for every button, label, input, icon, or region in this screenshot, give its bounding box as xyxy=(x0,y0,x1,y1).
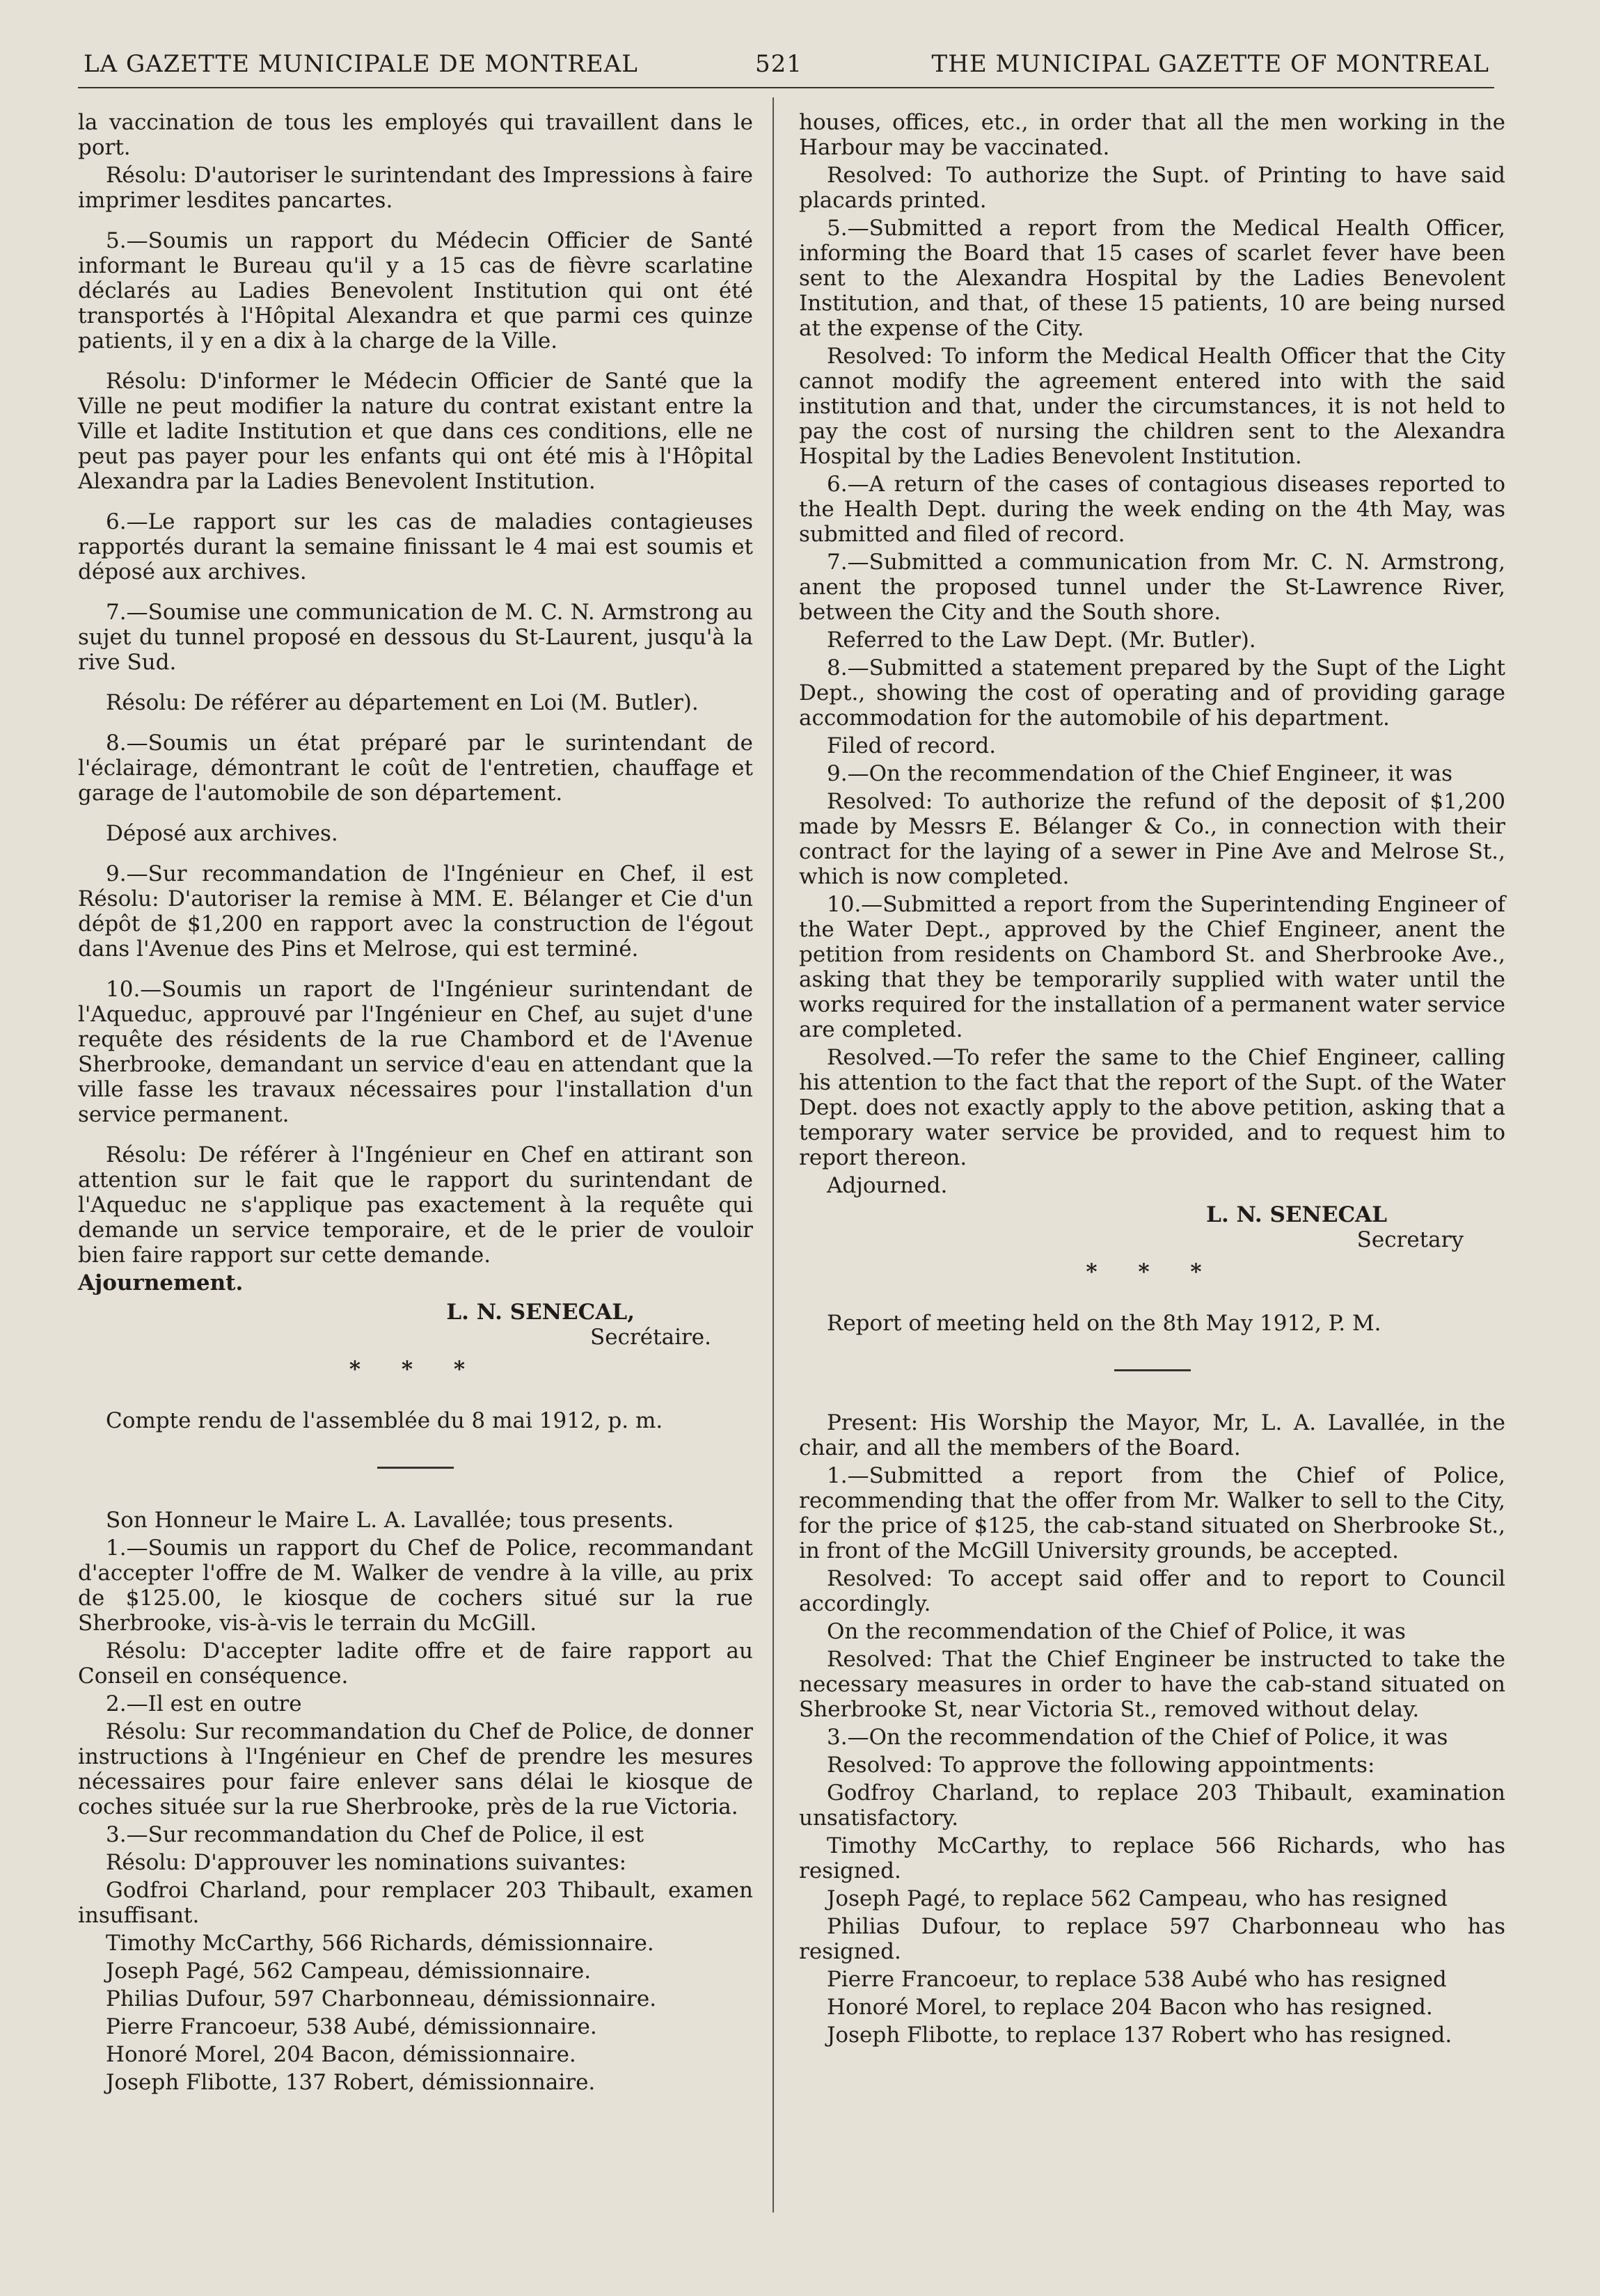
column-divider xyxy=(773,97,774,2213)
en-appointment: Joseph Flibotte, to replace 137 Robert who has resigned. xyxy=(827,2023,1452,2048)
fr-paragraph: Résolu: De référer à l'Ingénieur en Chef en attirant son attention sur le fait que le rapport du surintendant de l'Aqueduc ne s'applique pas exactement à la requête qui demande un service temporaire, et de le prier de vouloir bien faire rapport sur cette demande. xyxy=(78,1142,753,1268)
fr-paragraph: Résolu: De référer au département en Loi (M. Butler). xyxy=(106,690,699,715)
en-paragraph: On the recommendation of the Chief of Police, it was xyxy=(827,1619,1406,1644)
en-meeting-heading: Report of meeting held on the 8th May 1912, P. M. xyxy=(827,1311,1381,1336)
en-paragraph: Present: His Worship the Mayor, Mr, L. A. Lavallée, in the chair, and all the members of the Board. xyxy=(799,1410,1505,1460)
en-signature-title: Secretary xyxy=(1356,1227,1464,1252)
fr-appointment: Timothy McCarthy, 566 Richards, démissionnaire. xyxy=(106,1931,654,1956)
en-paragraph: 3.—On the recommendation of the Chief of Police, it was xyxy=(827,1725,1448,1750)
fr-paragraph: Résolu: Sur recommandation du Chef de Police, de donner instructions à l'Ingénieur en Chef de prendre les mesures nécessaires pour faire enlever sans délai le kiosque de coches située sur la rue Sherbrooke, près de la rue Victoria. xyxy=(78,1719,753,1819)
en-appointment: Timothy McCarthy, to replace 566 Richards, who has resigned. xyxy=(799,1833,1505,1883)
fr-signature-title: Secrétaire. xyxy=(590,1325,711,1350)
en-signature: L. N. SENECAL xyxy=(1206,1202,1387,1227)
en-paragraph: Resolved: To authorize the Supt. of Printing to have said placards printed. xyxy=(799,163,1505,213)
french-column xyxy=(78,110,753,2098)
fr-paragraph: 7.—Soumise une communication de M. C. N. Armstrong au sujet du tunnel proposé en dessous du St-Laurent, jusqu'à la rive Sud. xyxy=(78,600,753,675)
fr-appointment: Joseph Pagé, 562 Campeau, démissionnaire. xyxy=(106,1959,592,1984)
fr-paragraph: la vaccination de tous les employés qui travaillent dans le port. xyxy=(78,110,753,160)
fr-appointment: Honoré Morel, 204 Bacon, démissionnaire. xyxy=(106,2042,576,2067)
fr-paragraph: Résolu: D'autoriser le surintendant des Impressions à faire imprimer lesdites pancartes. xyxy=(78,163,753,213)
english-column xyxy=(799,110,1505,2050)
en-separator-stars: * * * xyxy=(1086,1259,1219,1284)
en-paragraph: 7.—Submitted a communication from Mr. C. N. Armstrong, anent the proposed tunnel under the St-Lawrence River, between the City and the South shore. xyxy=(799,550,1505,625)
en-paragraph: 9.—On the recommendation of the Chief Engineer, it was xyxy=(827,761,1453,786)
header-french-title: LA GAZETTE MUNICIPALE DE MONTREAL xyxy=(84,50,638,78)
fr-adjournment: Ajournement. xyxy=(78,1270,244,1296)
fr-short-rule xyxy=(377,1467,454,1469)
page-header xyxy=(84,50,1489,85)
en-paragraph: 8.—Submitted a statement prepared by the Supt of the Light Dept., showing the cost of operating and of providing garage accommodation for the automobile of his department. xyxy=(799,655,1505,731)
fr-separator-stars: * * * xyxy=(349,1357,482,1382)
en-paragraph: Resolved: To accept said offer and to report to Council accordingly. xyxy=(799,1566,1505,1616)
fr-paragraph: 10.—Soumis un raport de l'Ingénieur surintendant de l'Aqueduc, approuvé par l'Ingénieur en Chef, au sujet d'une requête des résidents de la rue Chambord et de l'Avenue Sherbrooke, demandant un service d'eau en attendant que la ville fasse les travaux nécessaires pour l'installation d'un service permanent. xyxy=(78,977,753,1127)
en-appointment: Joseph Pagé, to replace 562 Campeau, who has resigned xyxy=(827,1886,1448,1911)
fr-paragraph: 6.—Le rapport sur les cas de maladies contagieuses rapportés durant la semaine finissant le 4 mai est soumis et déposé aux archives. xyxy=(78,509,753,584)
fr-appointment: Godfroi Charland, pour remplacer 203 Thibault, examen insuffisant. xyxy=(78,1878,753,1928)
en-paragraph: Resolved.—To refer the same to the Chief Engineer, calling his attention to the fact that the report of the Supt. of the Water Dept. does not exactly apply to the above petition, asking that a temporary water service be provided, and to request him to report thereon. xyxy=(799,1045,1505,1170)
fr-paragraph: 3.—Sur recommandation du Chef de Police, il est xyxy=(106,1822,644,1847)
en-paragraph: Referred to the Law Dept. (Mr. Butler). xyxy=(827,628,1256,653)
fr-paragraph: 8.—Soumis un état préparé par le surintendant de l'éclairage, démontrant le coût de l'entretien, chauffage et garage de l'automobile de son département. xyxy=(78,731,753,806)
fr-appointment: Pierre Francoeur, 538 Aubé, démissionnaire. xyxy=(106,2014,597,2039)
fr-paragraph: Son Honneur le Maire L. A. Lavallée; tous presents. xyxy=(106,1508,674,1533)
en-paragraph: Resolved: To approve the following appointments: xyxy=(827,1753,1375,1778)
header-rule xyxy=(78,87,1494,88)
en-paragraph: 5.—Submitted a report from the Medical Health Officer, informing the Board that 15 cases of scarlet fever have been sent to the Alexandra Hospital by the Ladies Benevolent Institution, and that, of these 15 patients, 10 are being nursed at the expense of the City. xyxy=(799,216,1505,341)
fr-paragraph: Déposé aux archives. xyxy=(106,821,338,846)
page-number: 521 xyxy=(755,50,802,78)
fr-appointment: Philias Dufour, 597 Charbonneau, démissionnaire. xyxy=(106,1986,657,2011)
fr-paragraph: 1.—Soumis un rapport du Chef de Police, recommandant d'accepter l'offre de M. Walker de vendre à la ville, au prix de $125.00, le kiosque de cochers situé sur la rue Sherbrooke, vis-à-vis le terrain du McGill. xyxy=(78,1536,753,1636)
en-paragraph: 10.—Submitted a report from the Superintending Engineer of the Water Dept., approved by the Chief Engineer, anent the petition from residents on Chambord St. and Sherbrooke Ave., asking that they be temporarily supplied with water until the works required for the installation of a permanent water service are completed. xyxy=(799,892,1505,1042)
fr-paragraph: Résolu: D'informer le Médecin Officier de Santé que la Ville ne peut modifier la nature du contrat existant entre la Ville et ladite Institution et que dans ces conditions, elle ne peut pas payer pour les enfants qui ont été mis à l'Hôpital Alexandra par la Ladies Benevolent Institution. xyxy=(78,369,753,494)
header-english-title: THE MUNICIPAL GAZETTE OF MONTREAL xyxy=(931,50,1489,78)
en-paragraph: 6.—A return of the cases of contagious diseases reported to the Health Dept. during the week ending on the 4th May, was submitted and filed of record. xyxy=(799,472,1505,547)
en-paragraph: houses, offices, etc., in order that all the men working in the Harbour may be vaccinated. xyxy=(799,110,1505,160)
fr-paragraph: 2.—Il est en outre xyxy=(106,1691,302,1716)
en-paragraph: Filed of record. xyxy=(827,733,997,758)
fr-paragraph: Résolu: D'approuver les nominations suivantes: xyxy=(106,1850,627,1875)
en-appointment: Philias Dufour, to replace 597 Charbonneau who has resigned. xyxy=(799,1914,1505,1964)
fr-signature: L. N. SENECAL, xyxy=(446,1300,635,1325)
en-paragraph: 1.—Submitted a report from the Chief of Police, recommending that the offer from Mr. Walker to sell to the City, for the price of $125, the cab-stand situated on Sherbrooke St., in front of the McGill University grounds, be accepted. xyxy=(799,1463,1505,1563)
en-paragraph: Resolved: To inform the Medical Health Officer that the City cannot modify the agreement entered into with the said institution and that, under the circumstances, it is not held to pay the cost of nursing the children sent to the Alexandra Hospital by the Ladies Benevolent Institution. xyxy=(799,344,1505,469)
fr-paragraph: 9.—Sur recommandation de l'Ingénieur en Chef, il est Résolu: D'autoriser la remise à MM. E. Bélanger et Cie d'un dépôt de $1,200 en rapport avec la construction de l'égout dans l'Avenue des Pins et Melrose, qui est terminé. xyxy=(78,861,753,962)
fr-paragraph: 5.—Soumis un rapport du Médecin Officier de Santé informant le Bureau qu'il y a 15 cas de fièvre scarlatine déclarés au Ladies Benevolent Institution qui ont été transportés à l'Hôpital Alexandra et que parmi ces quinze patients, il y en a dix à la charge de la Ville. xyxy=(78,228,753,353)
fr-paragraph: Résolu: D'accepter ladite offre et de faire rapport au Conseil en conséquence. xyxy=(78,1639,753,1689)
en-appointment: Pierre Francoeur, to replace 538 Aubé who has resigned xyxy=(827,1967,1447,1992)
fr-appointment: Joseph Flibotte, 137 Robert, démissionnaire. xyxy=(106,2070,596,2095)
en-appointment: Honoré Morel, to replace 204 Bacon who has resigned. xyxy=(827,1995,1433,2020)
en-appointment: Godfroy Charland, to replace 203 Thibault, examination unsatisfactory. xyxy=(799,1780,1505,1831)
fr-meeting-heading: Compte rendu de l'assemblée du 8 mai 1912, p. m. xyxy=(106,1408,663,1433)
en-adjournment: Adjourned. xyxy=(827,1173,948,1198)
en-paragraph: Resolved: To authorize the refund of the deposit of $1,200 made by Messrs E. Bélanger & Co., in connection with their contract for the laying of a sewer in Pine Ave and Melrose St., which is now completed. xyxy=(799,789,1505,889)
en-short-rule xyxy=(1114,1369,1191,1371)
en-paragraph: Resolved: That the Chief Engineer be instructed to take the necessary measures in order to have the cab-stand situated on Sherbrooke St, near Victoria St., removed without delay. xyxy=(799,1647,1505,1722)
